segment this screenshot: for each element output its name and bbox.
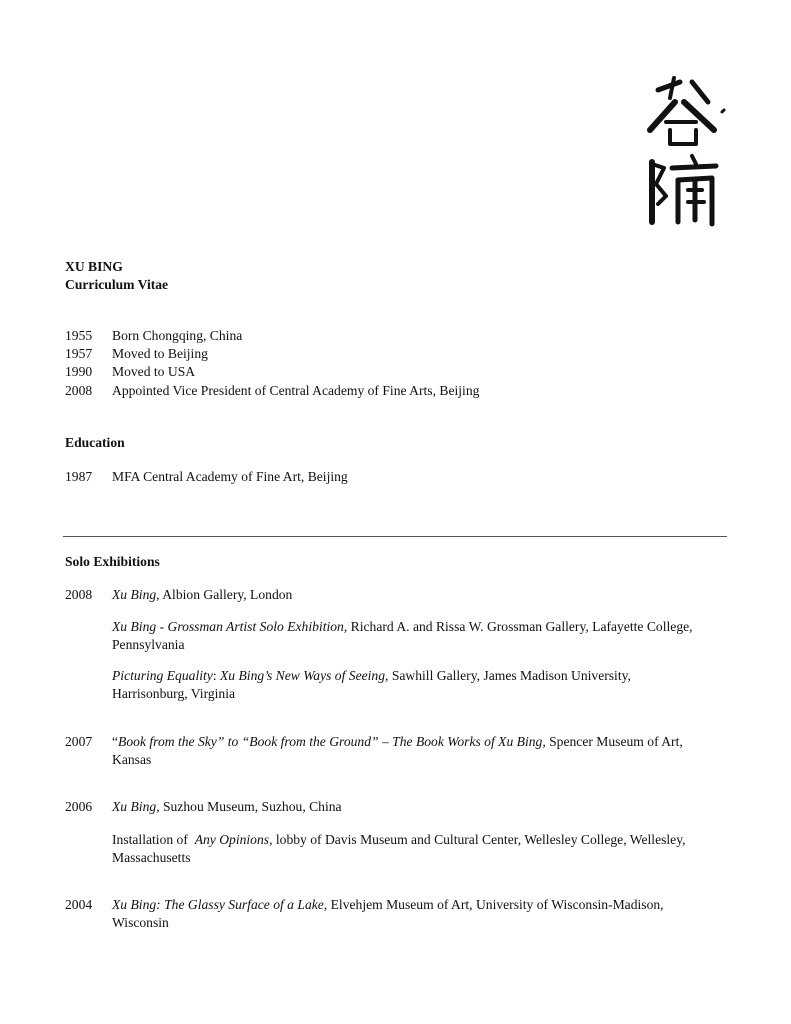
exhibition-venue: Spencer Museum of Art, <box>545 734 683 749</box>
exhibition-venue: Albion Gallery, London <box>159 587 293 602</box>
bio-year: 1957 <box>65 346 93 361</box>
cv-name: XU BING <box>65 259 123 274</box>
cv-subtitle: Curriculum Vitae <box>65 277 169 292</box>
exhibition-venue: lobby of Davis Museum and Cultural Center, Wellesley College, Wellesley, <box>272 832 686 847</box>
exhibition-entry <box>112 831 727 867</box>
bio-year: 2008 <box>65 383 93 398</box>
bio-year: 1990 <box>65 364 93 379</box>
section-divider <box>63 536 727 537</box>
exhibition-title: Xu Bing <box>112 799 157 814</box>
calligraphy-signature-icon <box>630 72 730 242</box>
exhibition-title: Xu Bing: The Glassy Surface of a Lake <box>112 897 324 912</box>
exhibition-entry <box>112 896 727 932</box>
bio-text: Moved to USA <box>112 364 196 379</box>
exhibition-title: Xu Bing, <box>112 587 160 602</box>
bio-year: 1955 <box>65 328 93 343</box>
exhibition-venue: , Elvehjem Museum of Art, University of Wisconsin-Madison, <box>323 897 664 912</box>
exhibition-venue: , Suzhou Museum, Suzhou, China <box>156 799 342 814</box>
exhibition-venue-cont: Kansas <box>112 752 152 767</box>
education-year: 1987 <box>65 469 93 484</box>
title-separator: : <box>212 668 220 683</box>
exhibition-venue: Richard A. and Rissa W. Grossman Gallery, Lafayette College, <box>347 619 693 634</box>
exhibition-title: Any Opinions, <box>194 832 273 847</box>
exhibition-year: 2006 <box>65 799 93 814</box>
exhibition-venue-cont: Massachusetts <box>112 850 191 865</box>
exhibition-entry <box>112 733 727 769</box>
exhibition-subtitle: Xu Bing’s New Ways of Seeing <box>220 668 386 683</box>
exhibition-venue-cont: Harrisonburg, Virginia <box>112 686 236 701</box>
open-quote: “ <box>112 734 119 749</box>
exhibition-venue: , Sawhill Gallery, James Madison University, <box>385 668 631 683</box>
exhibition-entry <box>112 618 727 654</box>
exhibition-title: Picturing Equality <box>112 668 213 683</box>
exhibition-title: Book from the Sky” to “Book from the Ground” – The Book Works of Xu Bing, <box>118 734 546 749</box>
exhibition-title: Xu Bing - Grossman Artist Solo Exhibition, <box>112 619 348 634</box>
exhibition-year: 2004 <box>65 897 93 912</box>
installation-prefix: Installation of <box>112 832 195 847</box>
exhibition-entry <box>112 586 727 604</box>
bio-text: Appointed Vice President of Central Academy of Fine Arts, Beijing <box>112 383 480 398</box>
exhibition-venue-cont: Wisconsin <box>112 915 169 930</box>
bio-text: Moved to Beijing <box>112 346 208 361</box>
exhibition-entry <box>112 798 727 816</box>
education-heading: Education <box>65 435 125 450</box>
solo-exhibitions-heading: Solo Exhibitions <box>65 554 160 569</box>
exhibition-venue-cont: Pennsylvania <box>112 637 185 652</box>
exhibition-entry <box>112 667 727 703</box>
exhibition-year: 2008 <box>65 587 93 602</box>
bio-text: Born Chongqing, China <box>112 328 243 343</box>
education-text: MFA Central Academy of Fine Art, Beijing <box>112 469 348 484</box>
exhibition-year: 2007 <box>65 734 93 749</box>
